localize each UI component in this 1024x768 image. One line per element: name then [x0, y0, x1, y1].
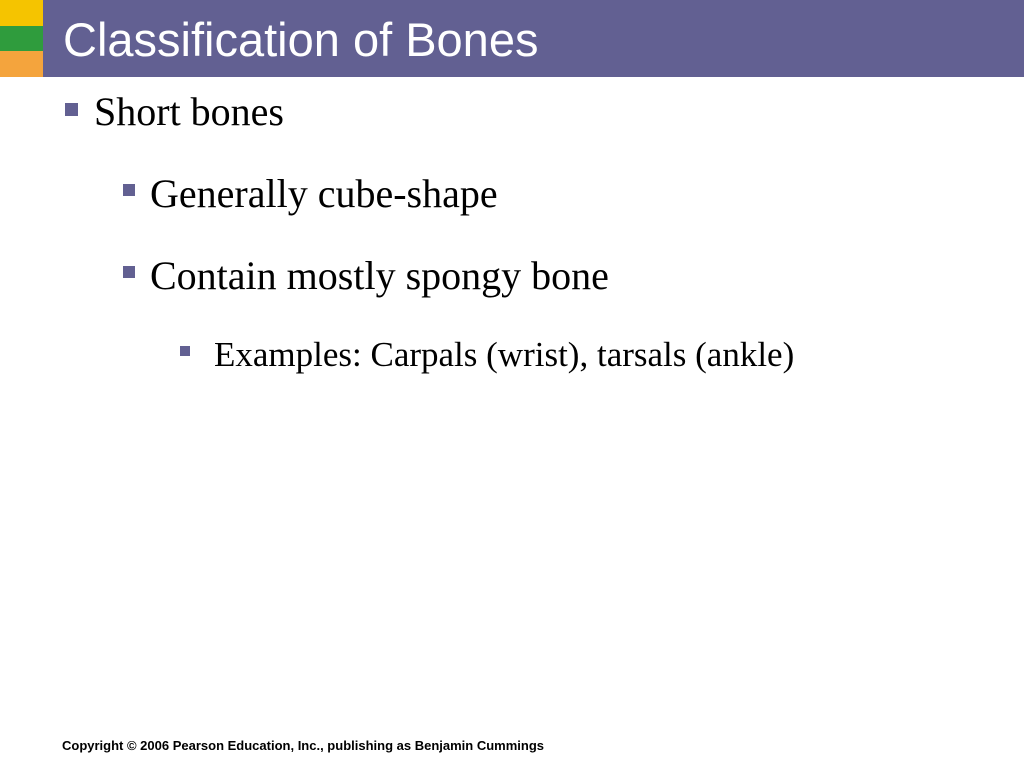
slide-title: Classification of Bones [63, 13, 539, 66]
accent-orange-block [0, 51, 43, 77]
bullet-square-icon [123, 266, 135, 278]
bullet-spongy-bone: Contain mostly spongy bone [150, 253, 609, 298]
bullet-square-icon [65, 103, 78, 116]
accent-yellow-block [0, 0, 43, 26]
bullet-short-bones: Short bones [94, 89, 284, 134]
title-bar [0, 0, 1024, 77]
bullet-square-icon [123, 184, 135, 196]
accent-green-block [0, 26, 43, 51]
bullet-square-icon [180, 346, 190, 356]
copyright-footer: Copyright © 2006 Pearson Education, Inc., publishing as Benjamin Cummings [62, 738, 544, 753]
bullet-examples: Examples: Carpals (wrist), tarsals (ankle) [214, 335, 795, 374]
bullet-cube-shape: Generally cube-shape [150, 171, 498, 216]
